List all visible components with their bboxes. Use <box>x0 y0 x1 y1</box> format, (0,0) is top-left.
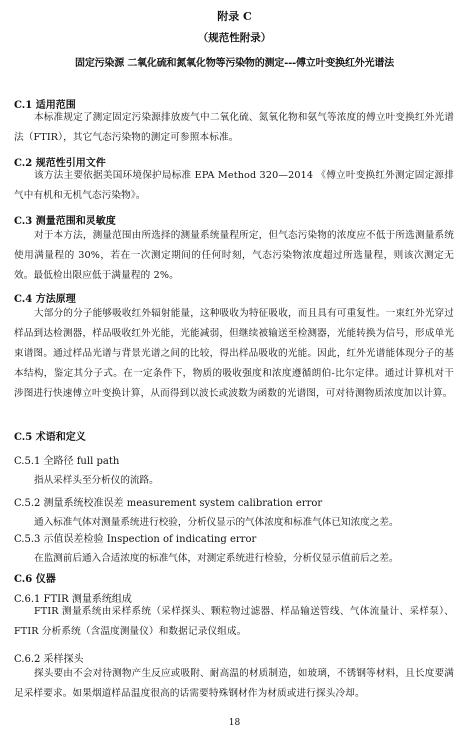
section-c6-title: C.6 仪器 <box>14 574 56 585</box>
section-c3-body: 对于本方法，测量范围由所选择的测量系统量程所定，但气态污染物的浓度应不低于所选测量系统使用满量程的 30%，若在一次测定期间的任何时刻，气态污染物浓度超过所选量程，则该次测定无效。最低检出限应低于满量程的 2%。 <box>14 230 454 281</box>
section-c5-title: C.5 术语和定义 <box>14 432 86 443</box>
section-c4-title: C.4 方法原理 <box>14 294 76 305</box>
appendix-note: （规范性附录） <box>197 32 272 44</box>
section-c61-body: FTIR 测量系统由采样系统（采样探头、颗粒物过滤器、样品输送管线、气体流量计、采样泵）、FTIR 分析系统（含温度测量仪）和数据记录仪组成。 <box>14 606 454 637</box>
section-c53-title: C.5.3 示值误差检验 Inspection of indicating error <box>14 534 257 545</box>
section-c53-body: 在监测前后通入合适浓度的标准气体，对测定系统进行检验，分析仪显示值前后之差。 <box>34 553 399 564</box>
section-c2-title: C.2 规范性引用文件 <box>14 158 106 169</box>
page-number: 18 <box>228 718 241 728</box>
appendix-heading: 固定污染源 二氧化硫和氮氧化物等污染物的测定---傅立叶变换红外光谱法 <box>75 58 394 69</box>
appendix-title: 附录 C <box>217 10 252 23</box>
section-c51-title: C.5.1 全路径 full path <box>14 456 120 467</box>
section-c62-body: 探头要由不会对待测物产生反应或吸附、耐高温的材质制造，如玻璃，不锈钢等材料，且长度要满足采样要求。如果烟道样品温度很高的话需要特殊钢材作为材质或进行探头冷却。 <box>14 668 454 699</box>
section-c51-body: 指从采样头至分析仪的流路。 <box>34 475 159 486</box>
section-c4-body: 大部分的分子能够吸收红外辐射能量，这种吸收为特征吸收，而且具有可重复性。一束红外光穿过样品到达检测器，样品吸收红外光能，光能减弱，但继续被输送至检测器，光能转换为信号，形成单光束谱图。通过样品光谱与背景光谱之间的比较，得出样品吸收的光能。因此，红外光谱能体现分子的基本结构，鉴定其分子式。在一定条件下，物质的吸收强度和浓度遵循朗伯-比尔定律。通过计算机对干涉图进行快速傅立叶变换计算，从而得到以波长或波数为函数的光谱图，可对待测物质浓度加以计算。 <box>14 308 454 399</box>
section-c2-body: 该方法主要依据美国环境保护局标准 EPA Method 320—2014 《傅立叶变换红外测定固定源排气中有机和无机气态污染物》。 <box>14 170 454 201</box>
section-c52-body: 通入标准气体对测量系统进行校验，分析仪显示的气体浓度和标准气体已知浓度之差。 <box>34 517 399 528</box>
section-c1-body: 本标准规定了测定固定污染源排放废气中二氧化硫、氮氧化物和氨气等浓度的傅立叶变换红外光谱法（FTIR），其它气态污染物的测定可参照本标准。 <box>14 112 454 143</box>
section-c52-title: C.5.2 测量系统校准误差 measurement system calibration error <box>14 498 323 509</box>
section-c1-title: C.1 适用范围 <box>14 100 76 111</box>
section-c62-title: C.6.2 采样探头 <box>14 654 84 665</box>
section-c61-title: C.6.1 FTIR 测量系统组成 <box>14 594 132 605</box>
section-c3-title: C.3 测量范围和灵敏度 <box>14 216 116 227</box>
